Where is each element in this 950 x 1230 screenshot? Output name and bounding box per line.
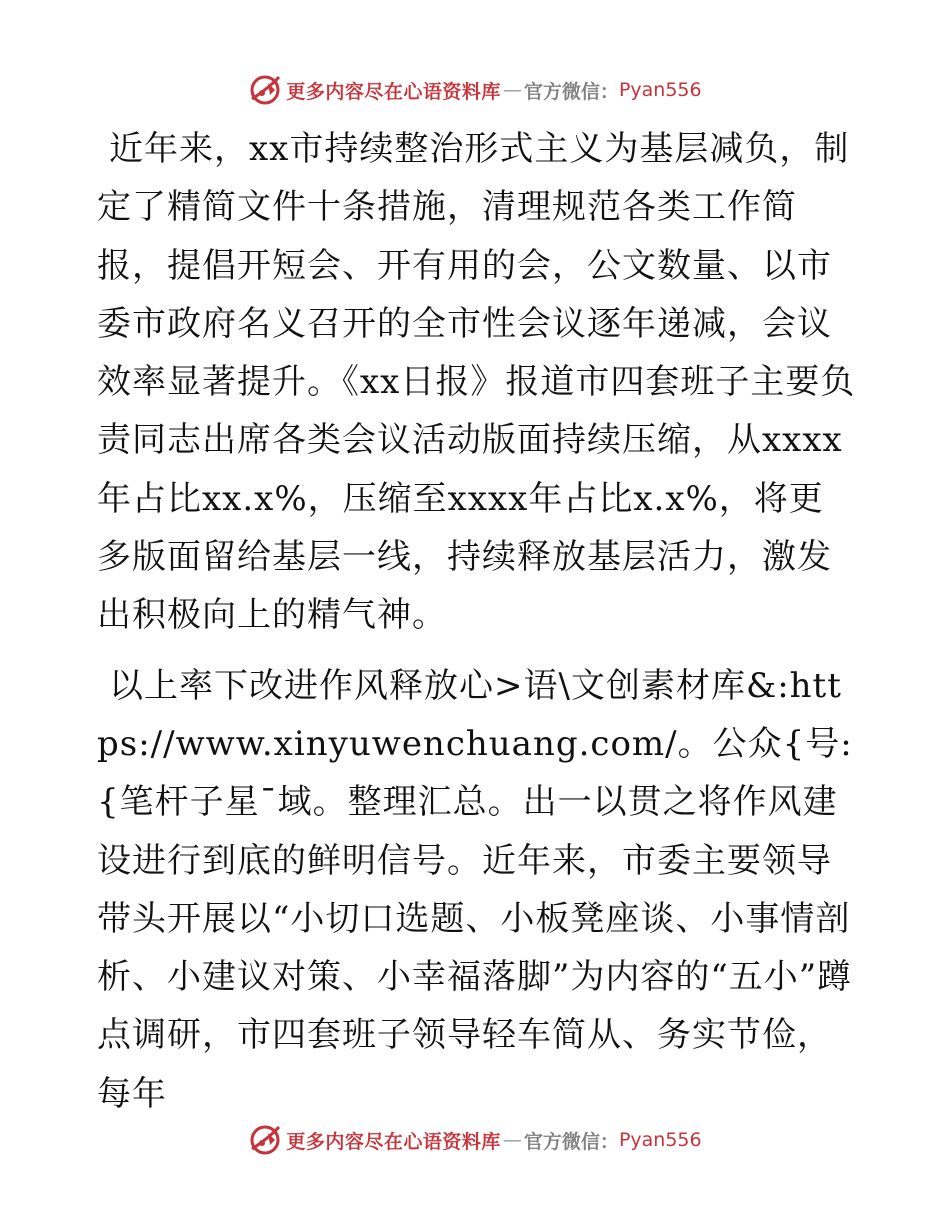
- pen-logo-icon: [248, 1123, 282, 1157]
- paragraph-1: 近年来，xx市持续整治形式主义为基层减负，制定了精简文件十条措施，清理规范各类工作简报，提倡开短会、开有用的会，公文数量、以市委市政府名义召开的全市性会议逐年递减，会议效率显著提升。《xx日报》报道市四套班子主要负责同志出席各类会议活动版面持续压缩，从xxxx年占比xx.x%，压缩至xxxx年占比x.x%，将更多版面留给基层一线，持续释放基层活力，激发出积极向上的精气神。: [97, 129, 856, 636]
- paragraph-2: 以上率下改进作风释放心>语\文创素材库&:https://www.xinyuwenchuang.com/。公众{号:{笔杆子星¯域。整理汇总。出一以贯之将作风建设进行到底的鲜明信号。近年来，市委主要领导带头开展以“小切口选题、小板凳座谈、小事情剖析、小建议对策、小幸福落脚”为内容的“五小”蹲点调研，市四套班子领导轻车简从、务实节俭，每年: [97, 665, 853, 1114]
- header-banner: [0, 70, 950, 110]
- document-body: [97, 120, 857, 1123]
- footer-banner: [0, 1120, 950, 1160]
- banner-wechat-id: Pyan556: [618, 79, 702, 101]
- footer-wechat-label: 官方微信：: [523, 1130, 619, 1153]
- footer-dash: —: [502, 1129, 522, 1151]
- footer-site-text: 更多内容尽在心语资料库: [286, 1130, 501, 1153]
- banner-wechat-label: 官方微信：: [523, 80, 619, 103]
- banner-site-text: 更多内容尽在心语资料库: [286, 80, 501, 103]
- footer-wechat-id: Pyan556: [618, 1129, 702, 1151]
- banner-dash: —: [502, 79, 522, 101]
- pen-logo-icon: [248, 73, 282, 107]
